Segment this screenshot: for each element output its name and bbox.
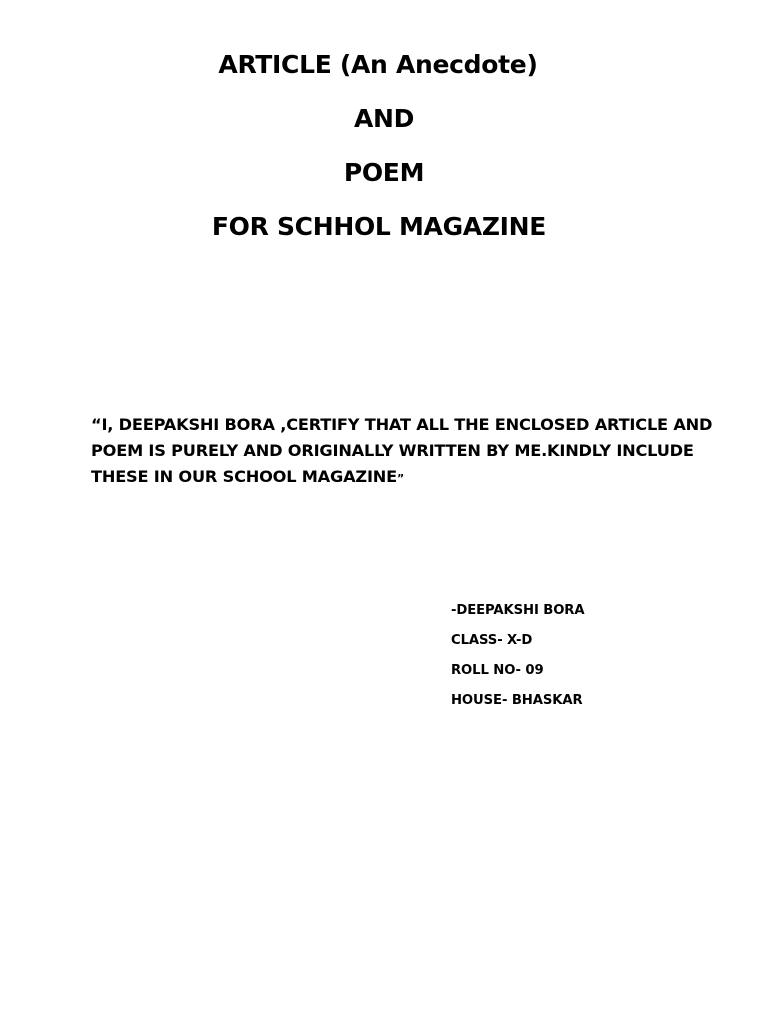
signature-roll-no: ROLL NO- 09 — [451, 663, 544, 678]
certification-line-3 — [91, 464, 691, 492]
certification-statement — [91, 412, 713, 492]
signature-house: HOUSE- BHASKAR — [451, 693, 583, 708]
certification-line-3-text: THESE IN OUR SCHOOL MAGAZINE — [91, 467, 397, 486]
title-article: ARTICLE (An Anecdote) — [218, 50, 538, 79]
signature-block — [451, 596, 711, 716]
certification-line-2: POEM IS PURELY AND ORIGINALLY WRITTEN BY ME.KINDLY INCLUDE — [91, 441, 694, 460]
certification-line-1: “I, DEEPAKSHI BORA ,CERTIFY THAT ALL THE ENCLOSED ARTICLE AND — [91, 415, 713, 434]
title-block — [0, 38, 768, 254]
closing-quote: ” — [397, 472, 405, 485]
title-poem: POEM — [343, 158, 425, 187]
title-and: AND — [353, 104, 415, 133]
signature-name: -DEEPAKSHI BORA — [451, 603, 585, 618]
signature-class: CLASS- X-D — [451, 633, 533, 648]
title-magazine: FOR SCHHOL MAGAZINE — [211, 212, 547, 241]
